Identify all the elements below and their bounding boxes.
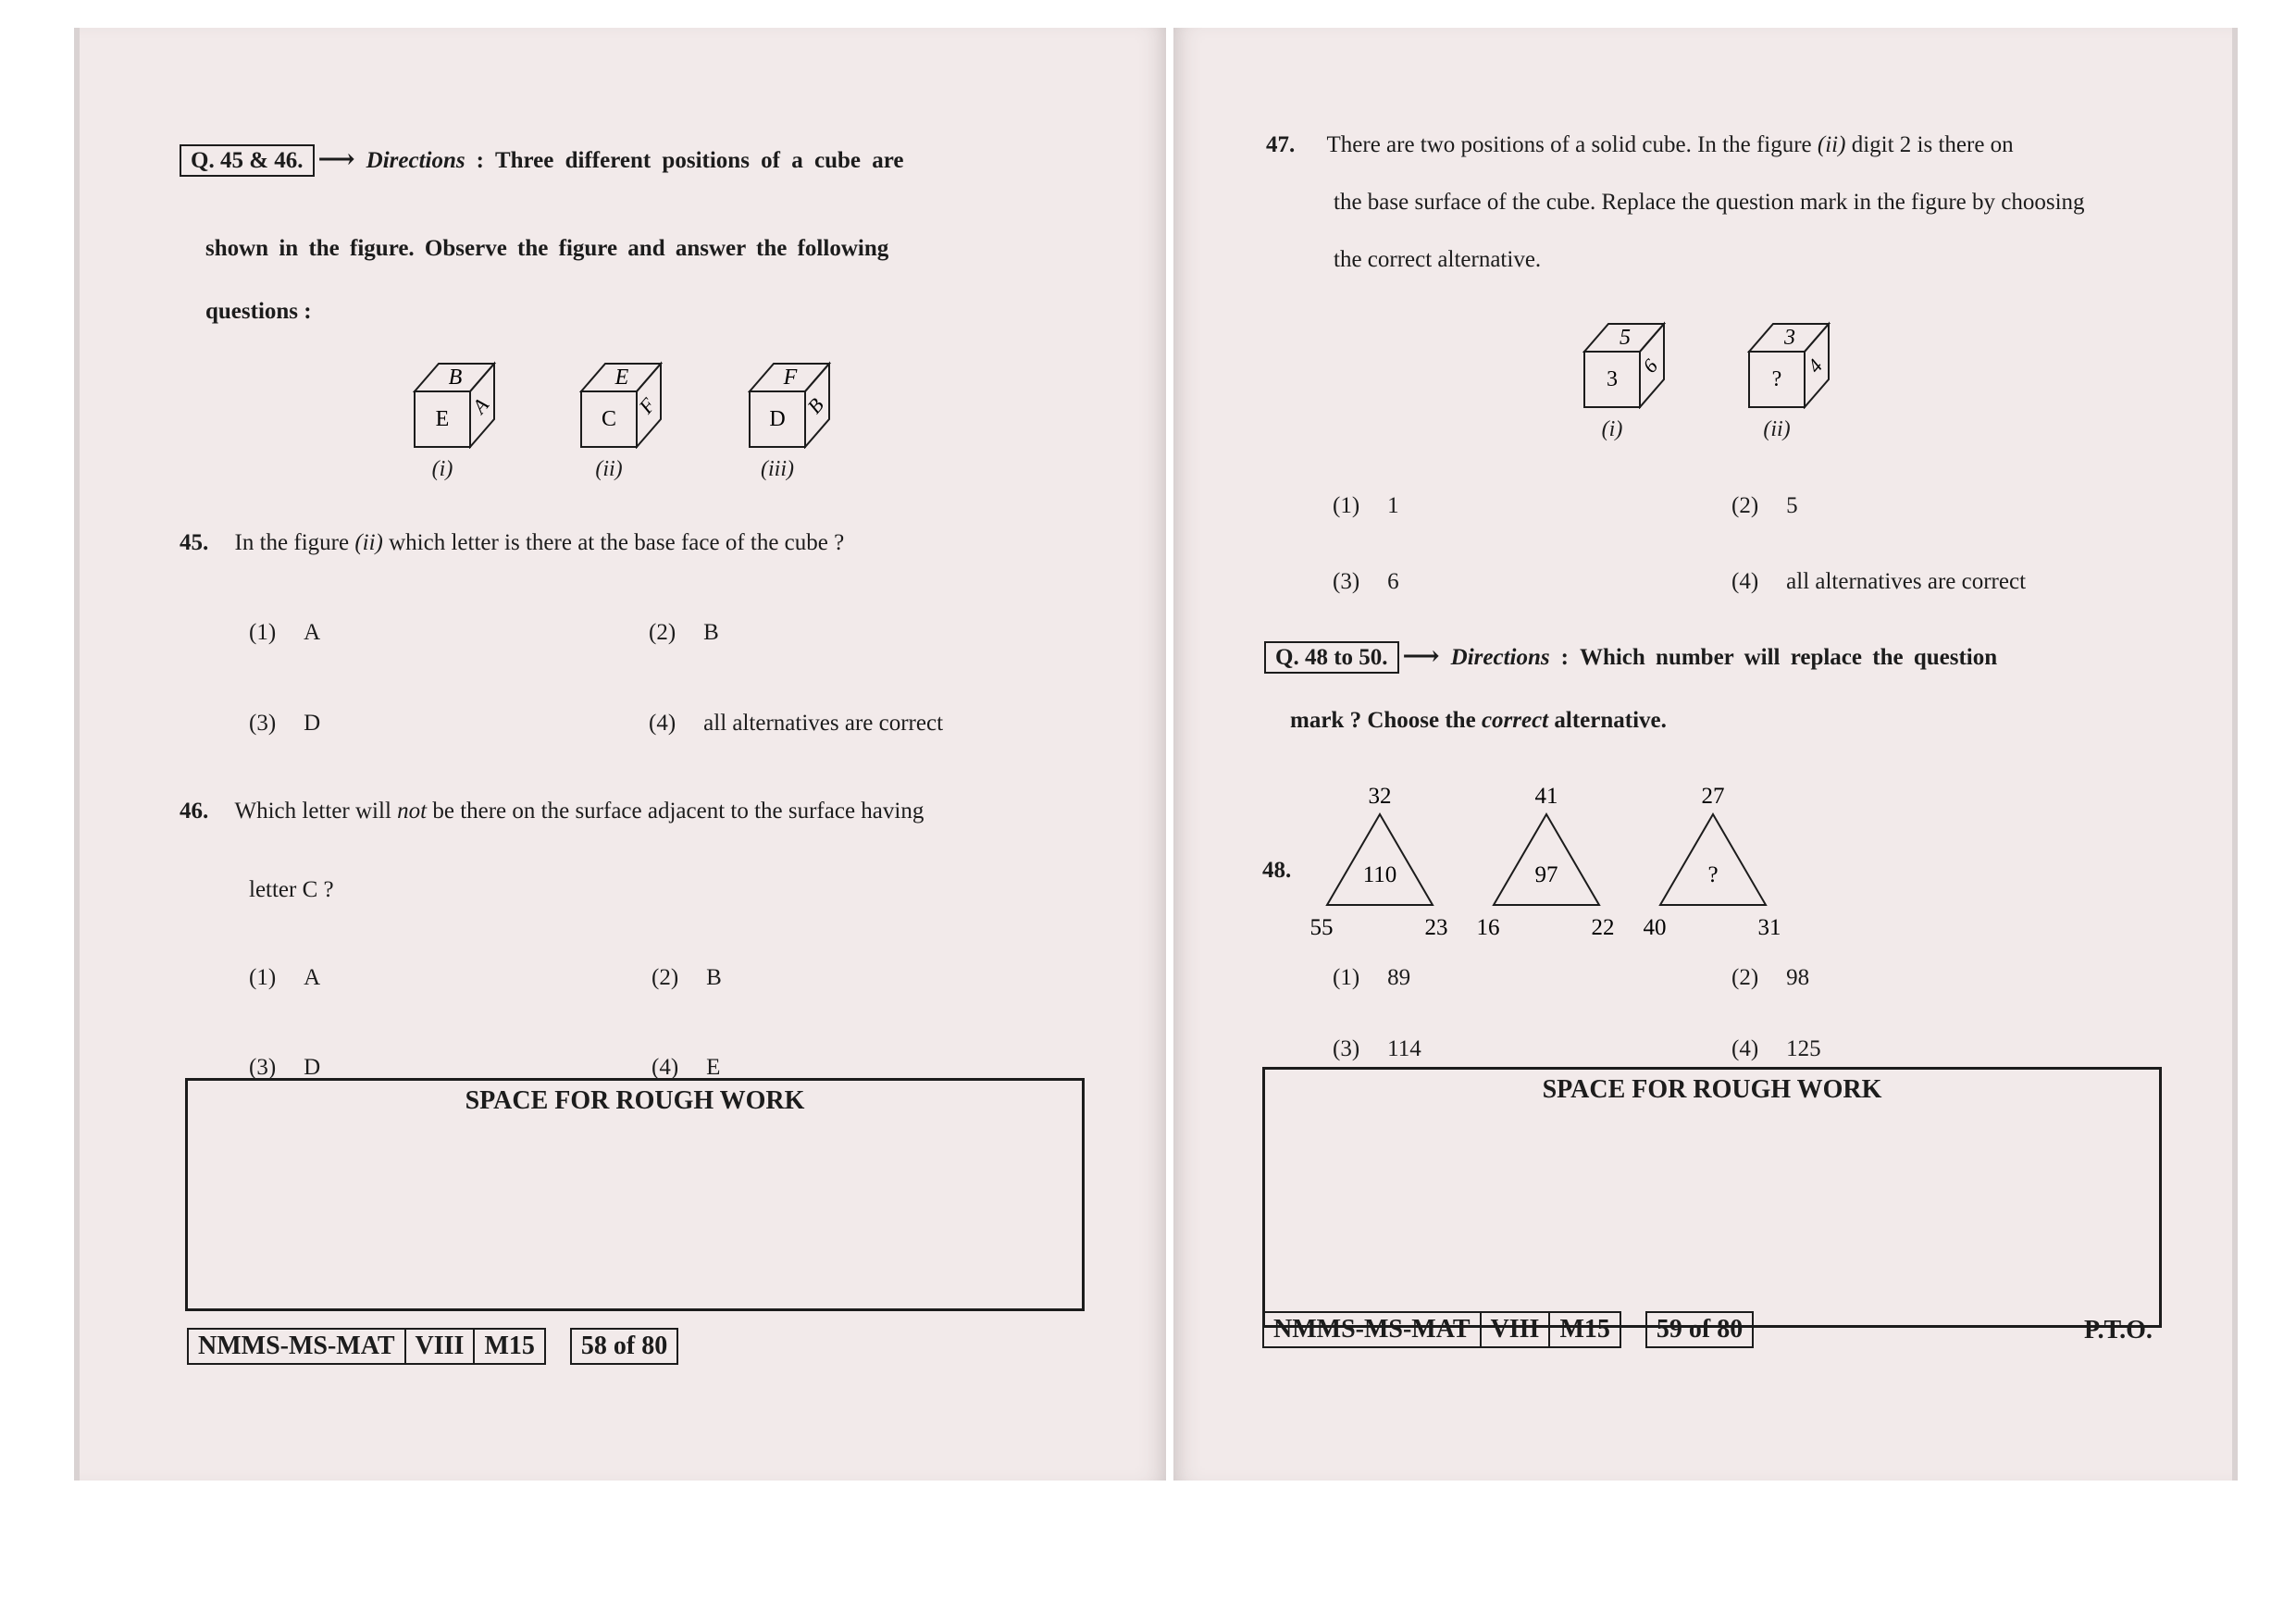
question-number: 45. bbox=[180, 530, 209, 555]
directions-label: Directions bbox=[1450, 645, 1550, 670]
option-text: E bbox=[706, 1055, 721, 1080]
question-45 bbox=[180, 530, 844, 556]
option-text: 125 bbox=[1786, 1036, 1821, 1061]
question-range-box: Q. 45 & 46. bbox=[180, 144, 315, 177]
option-45-4[interactable] bbox=[649, 711, 943, 737]
option-text: 6 bbox=[1387, 569, 1399, 594]
triangle-left-number: 16 bbox=[1477, 915, 1500, 940]
option-48-1[interactable] bbox=[1333, 965, 1410, 991]
question-number: 47. bbox=[1266, 132, 1296, 157]
triangle-figure-3 bbox=[1644, 768, 1782, 948]
option-number: (4) bbox=[1731, 569, 1759, 594]
question-number: 46. bbox=[180, 799, 209, 824]
cube-figure-ii bbox=[1747, 316, 1849, 442]
cube-figure-iii bbox=[748, 356, 850, 482]
directions-q45-46 bbox=[180, 143, 903, 175]
question-emphasis: not bbox=[397, 799, 428, 824]
directions-line3: questions : bbox=[205, 299, 312, 324]
triangle-left-number: 40 bbox=[1644, 915, 1667, 940]
option-number: (2) bbox=[652, 965, 679, 990]
option-number: (4) bbox=[649, 711, 676, 736]
option-45-1[interactable] bbox=[249, 620, 320, 646]
cube-caption: (iii) bbox=[761, 457, 794, 481]
cube-caption: (ii) bbox=[595, 457, 623, 481]
triangle-right-number: 31 bbox=[1757, 915, 1781, 940]
option-46-1[interactable] bbox=[249, 965, 320, 991]
question-47 bbox=[1266, 132, 2014, 158]
option-text: 5 bbox=[1786, 493, 1798, 518]
directions-colon: : bbox=[1560, 645, 1569, 670]
triangle-left-number: 55 bbox=[1310, 915, 1334, 940]
question-47-line2: the base surface of the cube. Replace the question mark in the figure by choosing bbox=[1334, 190, 2085, 215]
directions-line2: mark ? Choose the correct alternative. bbox=[1290, 708, 1667, 733]
option-45-2[interactable] bbox=[649, 620, 719, 646]
rough-work-title: SPACE FOR ROUGH WORK bbox=[1542, 1075, 1882, 1104]
option-number: (1) bbox=[1333, 965, 1360, 990]
option-46-2[interactable] bbox=[652, 965, 722, 991]
directions-line1: Three different positions of a cube are bbox=[494, 148, 904, 173]
option-number: (4) bbox=[652, 1055, 679, 1080]
right-page bbox=[1173, 28, 2238, 1481]
cube-top-face: 3 bbox=[1784, 326, 1795, 350]
option-number: (2) bbox=[649, 620, 676, 645]
option-47-3[interactable] bbox=[1333, 569, 1399, 595]
option-46-4[interactable] bbox=[652, 1055, 720, 1081]
option-45-3[interactable] bbox=[249, 711, 320, 737]
cube-caption: (i) bbox=[431, 457, 453, 481]
cube-side-face: 6 bbox=[1637, 354, 1663, 378]
option-number: (2) bbox=[1731, 493, 1759, 518]
option-number: (2) bbox=[1731, 965, 1759, 990]
cube-top-face: F bbox=[783, 365, 798, 390]
paper-set: M15 bbox=[1548, 1313, 1619, 1346]
question-46-line2: letter C ? bbox=[249, 877, 334, 902]
option-number: (3) bbox=[249, 711, 277, 736]
page-number: 59 of 80 bbox=[1656, 1315, 1744, 1344]
cube-top-face: B bbox=[448, 365, 463, 390]
arrow-icon: ⟶ bbox=[1402, 642, 1440, 671]
option-47-2[interactable] bbox=[1731, 493, 1798, 519]
option-number: (3) bbox=[1333, 1036, 1360, 1061]
option-text: B bbox=[706, 965, 722, 990]
rough-work-box bbox=[1262, 1067, 2162, 1328]
cube-side-face: 4 bbox=[1802, 354, 1828, 378]
cube-top-face: 5 bbox=[1620, 326, 1631, 350]
option-number: (1) bbox=[249, 965, 277, 990]
cube-figure-i bbox=[1582, 316, 1684, 442]
question-text: which letter is there at the base face of the cube ? bbox=[389, 530, 845, 555]
pto-label: P.T.O. bbox=[2084, 1316, 2153, 1344]
option-number: (1) bbox=[1333, 493, 1360, 518]
option-text: D bbox=[304, 711, 321, 736]
option-text: A bbox=[304, 965, 321, 990]
option-number: (4) bbox=[1731, 1036, 1759, 1061]
cube-side-face: B bbox=[802, 393, 828, 418]
option-text: 114 bbox=[1387, 1036, 1421, 1061]
paper-class: VIII bbox=[1480, 1313, 1549, 1346]
cube-front-face: D bbox=[769, 407, 786, 431]
paper-code-box bbox=[187, 1328, 546, 1365]
question-text: digit 2 is there on bbox=[1851, 132, 2014, 157]
question-text: be there on the surface adjacent to the surface having bbox=[432, 799, 925, 824]
option-47-1[interactable] bbox=[1333, 493, 1399, 519]
option-48-3[interactable] bbox=[1333, 1036, 1421, 1062]
rough-work-title: SPACE FOR ROUGH WORK bbox=[465, 1086, 805, 1115]
directions-label: Directions bbox=[366, 148, 465, 173]
option-text: 98 bbox=[1786, 965, 1810, 990]
paper-code: NMMS-MS-MAT bbox=[1273, 1315, 1471, 1344]
option-number: (3) bbox=[249, 1055, 277, 1080]
question-emphasis: (ii) bbox=[1817, 132, 1846, 157]
paper-code-box bbox=[1262, 1311, 1621, 1348]
left-page bbox=[74, 28, 1166, 1481]
triangle-top-number: 32 bbox=[1368, 784, 1392, 809]
question-text: There are two positions of a solid cube. In the figure bbox=[1326, 132, 1812, 157]
rough-work-box bbox=[185, 1078, 1085, 1311]
cube-figure-ii bbox=[579, 356, 681, 482]
page-footer bbox=[187, 1328, 678, 1365]
paper-set: M15 bbox=[473, 1330, 543, 1363]
arrow-icon: ⟶ bbox=[317, 145, 355, 174]
cube-caption: (i) bbox=[1601, 417, 1623, 441]
cube-front-face: E bbox=[435, 407, 450, 431]
option-47-4[interactable] bbox=[1731, 569, 2026, 595]
cube-top-face: E bbox=[614, 365, 629, 390]
option-text: B bbox=[703, 620, 719, 645]
question-number-48: 48. bbox=[1262, 858, 1292, 883]
triangle-top-number: 41 bbox=[1534, 784, 1558, 809]
cube-front-face: C bbox=[601, 407, 617, 431]
page-footer bbox=[1262, 1311, 1754, 1348]
triangle-center-number: 97 bbox=[1534, 862, 1558, 887]
option-text: A bbox=[304, 620, 321, 645]
question-emphasis: (ii) bbox=[354, 530, 383, 555]
option-text: 89 bbox=[1387, 965, 1411, 990]
triangle-center-number: ? bbox=[1707, 862, 1719, 887]
triangle-figure-1 bbox=[1310, 768, 1449, 948]
cube-side-face: F bbox=[634, 393, 660, 418]
cube-front-face: 3 bbox=[1607, 367, 1618, 391]
cube-figure-i bbox=[413, 356, 515, 482]
page-number-box bbox=[570, 1328, 678, 1365]
paper-code: NMMS-MS-MAT bbox=[198, 1332, 395, 1360]
option-text: 1 bbox=[1387, 493, 1399, 518]
question-range-box: Q. 48 to 50. bbox=[1264, 641, 1399, 674]
option-46-3[interactable] bbox=[249, 1055, 320, 1081]
question-text: In the figure bbox=[234, 530, 350, 555]
option-48-2[interactable] bbox=[1731, 965, 1809, 991]
triangle-right-number: 23 bbox=[1424, 915, 1448, 940]
directions-colon: : bbox=[476, 148, 484, 173]
option-text: all alternatives are correct bbox=[703, 711, 944, 736]
cube-side-face: A bbox=[467, 393, 493, 418]
triangle-top-number: 27 bbox=[1701, 784, 1725, 809]
page-number-box bbox=[1645, 1311, 1754, 1348]
option-text: D bbox=[304, 1055, 321, 1080]
paper-class: VIII bbox=[404, 1330, 474, 1363]
option-text: all alternatives are correct bbox=[1786, 569, 2027, 594]
option-48-4[interactable] bbox=[1731, 1036, 1821, 1062]
question-46 bbox=[180, 799, 924, 824]
option-number: (3) bbox=[1333, 569, 1360, 594]
question-text: Which letter will bbox=[234, 799, 391, 824]
cube-front-face: ? bbox=[1771, 367, 1782, 391]
option-number: (1) bbox=[249, 620, 277, 645]
directions-q48-50 bbox=[1264, 640, 1997, 672]
directions-line2: shown in the figure. Observe the figure and answer the following bbox=[205, 236, 889, 261]
triangle-figure-2 bbox=[1477, 768, 1616, 948]
page-number: 58 of 80 bbox=[580, 1332, 668, 1360]
triangle-center-number: 110 bbox=[1362, 862, 1397, 887]
cube-caption: (ii) bbox=[1763, 417, 1791, 441]
directions-line1: Which number will replace the question bbox=[1579, 645, 1998, 670]
question-47-line3: the correct alternative. bbox=[1334, 247, 1542, 272]
triangle-right-number: 22 bbox=[1591, 915, 1615, 940]
